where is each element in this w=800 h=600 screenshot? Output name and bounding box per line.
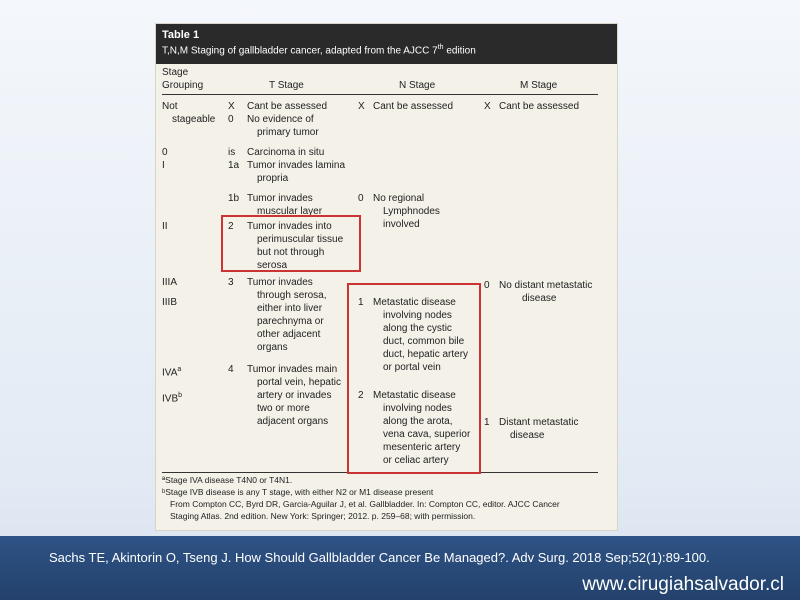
header-rule — [162, 94, 598, 95]
t-desc-4-l5: adjacent organs — [257, 416, 329, 427]
t-desc-3-l2: through serosa, — [257, 290, 327, 301]
footnote-source-2: Staging Atlas. 2nd edition. New York: Springer; 2012. p. 259–68; with permission. — [170, 511, 476, 521]
t-desc-2-l2: perimuscular tissue — [257, 234, 344, 245]
table-title-bar — [156, 24, 617, 64]
highlight-box-n1-n2 — [347, 283, 481, 474]
t-desc-4-l2: portal vein, hepatic — [257, 377, 341, 388]
stage-IVB-sup: b — [178, 392, 183, 399]
n-desc-1-l1: Metastatic disease — [373, 297, 456, 308]
caption-superscript: th — [437, 44, 444, 51]
table-number: Table 1 — [162, 29, 200, 41]
t-desc-4-l3: artery or invades — [257, 390, 332, 401]
n-desc-2-l2: involving nodes — [383, 403, 452, 414]
t-code-is: is — [228, 147, 236, 158]
n-desc-2-l3: along the arota, — [383, 416, 453, 427]
m-desc-0-l1: No distant metastatic — [499, 280, 593, 291]
t-code-2: 2 — [228, 221, 234, 232]
t-desc-0-l2: primary tumor — [257, 127, 319, 138]
n-code-0: 0 — [358, 193, 364, 204]
t-desc-3-l4: parechnyma or — [257, 316, 324, 327]
t-desc-1a-l2: propria — [257, 173, 289, 184]
t-code-0: 0 — [228, 114, 234, 125]
n-desc-0-l3: involved — [383, 219, 420, 230]
n-code-1: 1 — [358, 297, 364, 308]
header-stage-line2: Grouping — [162, 80, 204, 91]
stage-IIIB: IIIB — [162, 297, 178, 308]
header-n-stage: N Stage — [399, 80, 436, 91]
m-desc-x: Cant be assessed — [499, 101, 580, 112]
n-desc-1-l4: duct, common bile — [383, 336, 465, 347]
t-code-x: X — [228, 101, 235, 112]
t-desc-1b-l2: muscular layer — [257, 206, 323, 217]
t-desc-4-l1: Tumor invades main — [247, 364, 338, 375]
t-desc-3-l3: either into liver — [257, 303, 323, 314]
highlight-box-t2 — [221, 215, 361, 272]
footnote-a: ªStage IVA disease T4N0 or T4N1. — [162, 475, 293, 485]
n-desc-2-l4: vena cava, superior — [383, 429, 471, 440]
t-code-3: 3 — [228, 277, 234, 288]
n-code-x: X — [358, 101, 365, 112]
t-desc-3-l6: organs — [257, 342, 288, 353]
n-desc-2-l5: mesenteric artery — [383, 442, 461, 453]
citation-text: Sachs TE, Akintorin O, Tseng J. How Should Gallbladder Cancer Be Managed?. Adv Surg. 2018 Sep;52(1):89-100. — [49, 550, 710, 565]
m-code-0: 0 — [484, 280, 490, 291]
stage-IVB — [162, 389, 182, 405]
t-desc-2-l3: but not through — [257, 247, 325, 258]
n-desc-1-l5: duct, hepatic artery — [383, 349, 469, 360]
t-code-1b: 1b — [228, 193, 240, 204]
stage-I: I — [162, 160, 165, 171]
n-desc-0-l1: No regional — [373, 193, 425, 204]
stage-0: 0 — [162, 147, 168, 158]
t-desc-3-l1: Tumor invades — [247, 277, 313, 288]
header-m-stage: M Stage — [520, 80, 558, 91]
stage-IVA-sup: a — [177, 366, 182, 373]
m-desc-1-l2: disease — [510, 430, 545, 441]
n-desc-1-l3: along the cystic — [383, 323, 452, 334]
t-code-1a: 1a — [228, 160, 240, 171]
m-code-x: X — [484, 101, 491, 112]
stage-IVB-text: IVB — [162, 393, 179, 405]
stage-II: II — [162, 221, 168, 232]
t-desc-4-l4: two or more — [257, 403, 310, 414]
stage-not: Not — [162, 101, 178, 112]
n-desc-x: Cant be assessed — [373, 101, 454, 112]
n-desc-2-l6: or celiac artery — [383, 455, 449, 466]
n-desc-1-l6: or portal vein — [383, 362, 441, 373]
footnote-b: ᵇStage IVB disease is any T stage, with either N2 or M1 disease present — [162, 487, 434, 497]
caption-text: T,N,M Staging of gallbladder cancer, adapted from the AJCC 7 — [162, 45, 438, 57]
footer-bar — [0, 536, 800, 600]
m-code-1: 1 — [484, 417, 490, 428]
m-desc-0-l2: disease — [522, 293, 557, 304]
t-code-4: 4 — [228, 364, 234, 375]
stage-IVA-text: IVA — [162, 367, 178, 379]
website-url[interactable]: www.cirugiahsalvador.cl — [582, 574, 784, 595]
t-desc-2-l4: serosa — [257, 260, 288, 271]
header-t-stage: T Stage — [269, 80, 304, 91]
stage-IVA — [162, 363, 181, 379]
stage-stageable: stageable — [172, 114, 216, 125]
table-caption — [162, 44, 476, 56]
m-desc-1-l1: Distant metastatic — [499, 417, 579, 428]
footnote-source-1: From Compton CC, Byrd DR, Garcia-Aguilar J, et al. Gallbladder. In: Compton CC, editor. AJCC Cancer — [170, 499, 560, 509]
t-desc-x: Cant be assessed — [247, 101, 328, 112]
n-desc-2-l1: Metastatic disease — [373, 390, 456, 401]
stage-IIIA: IIIA — [162, 277, 178, 288]
t-desc-1b-l1: Tumor invades — [247, 193, 313, 204]
n-desc-0-l2: Lymphnodes — [383, 206, 440, 217]
caption-end: edition — [443, 45, 476, 57]
t-desc-1a-l1: Tumor invades lamina — [247, 160, 346, 171]
n-desc-1-l2: involving nodes — [383, 310, 452, 321]
t-desc-2-l1: Tumor invades into — [247, 221, 332, 232]
t-desc-3-l5: other adjacent — [257, 329, 321, 340]
header-stage-line1: Stage — [162, 67, 189, 78]
t-desc-is: Carcinoma in situ — [247, 147, 325, 158]
t-desc-0-l1: No evidence of — [247, 114, 314, 125]
n-code-2: 2 — [358, 390, 364, 401]
